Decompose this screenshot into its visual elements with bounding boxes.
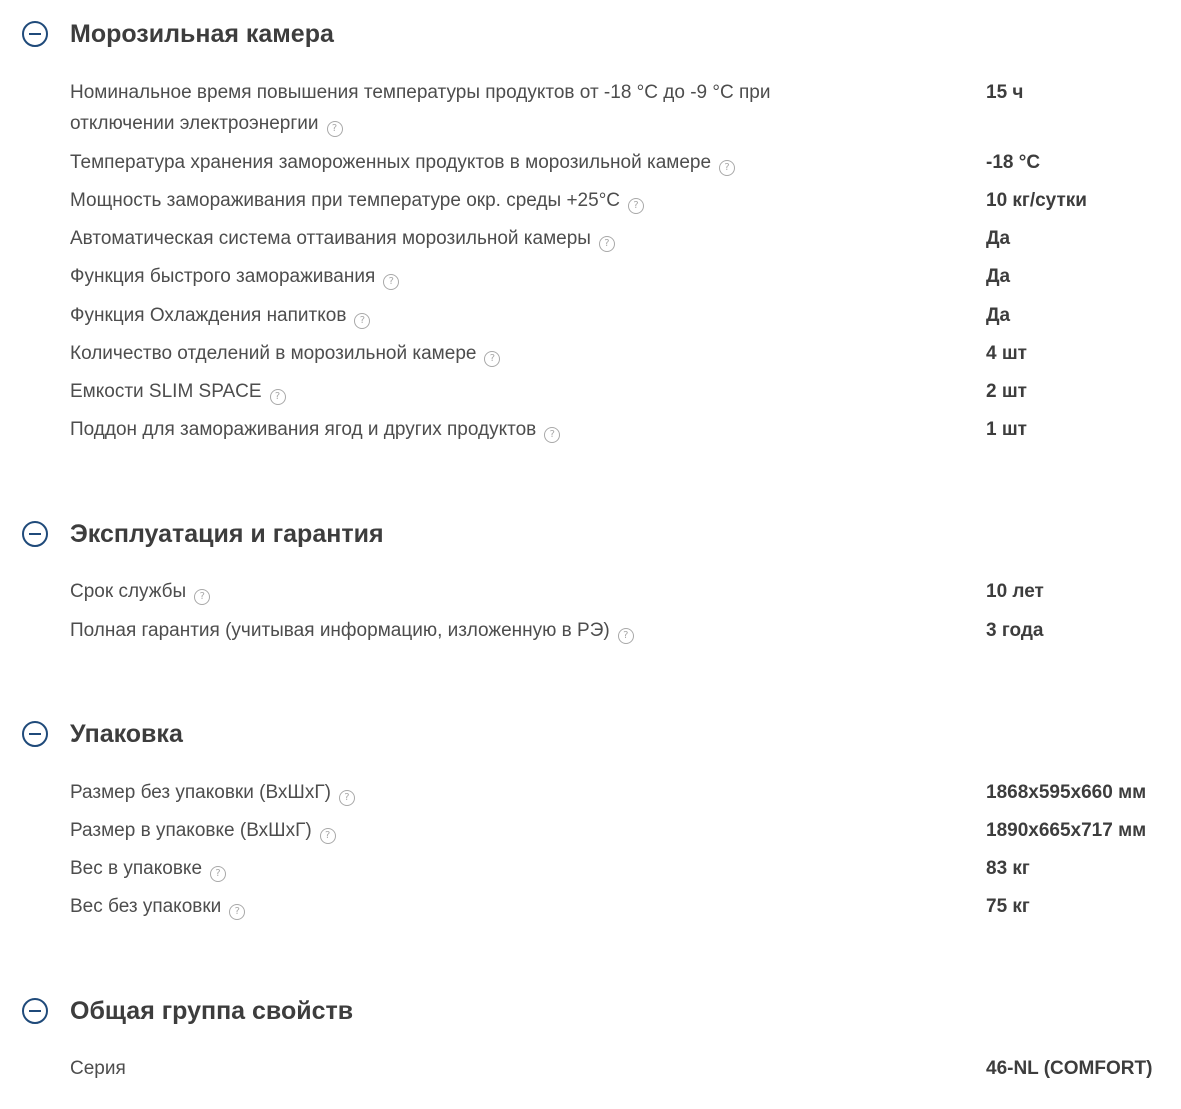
spec-value: 2 шт	[986, 381, 1027, 402]
spec-label	[70, 815, 950, 846]
spec-label	[70, 147, 950, 178]
spec-value: 10 лет	[986, 581, 1044, 602]
question-circle-icon[interactable]: ?	[544, 427, 560, 443]
question-circle-icon[interactable]: ?	[320, 828, 336, 844]
section-header-freezer[interactable]	[0, 16, 1181, 56]
collapse-minus-icon[interactable]	[22, 721, 48, 747]
spec-label	[70, 891, 950, 922]
spec-value: Да	[986, 228, 1011, 249]
spec-label-text: Вес без упаковки	[70, 896, 222, 917]
spec-label	[70, 777, 950, 808]
spec-label	[70, 338, 950, 369]
spec-value: 46-NL (COMFORT)	[986, 1058, 1153, 1079]
spec-label-text: Вес в упаковке	[70, 858, 203, 879]
spec-label-text: Количество отделений в морозильной камере	[70, 343, 477, 364]
collapse-minus-icon[interactable]	[22, 21, 48, 47]
spec-label-text: Температура хранения замороженных продуктов в морозильной камере	[70, 152, 712, 173]
spec-label	[70, 853, 950, 884]
section-general	[0, 993, 1181, 1033]
question-circle-icon[interactable]: ?	[383, 274, 399, 290]
spec-label	[70, 1053, 950, 1084]
spec-value: 1890x665x717 мм	[986, 820, 1147, 841]
spec-value: 1868x595x660 мм	[986, 782, 1147, 803]
question-circle-icon[interactable]: ?	[229, 904, 245, 920]
spec-label	[70, 576, 950, 607]
section-title: Эксплуатация и гарантия	[70, 520, 384, 548]
section-freezer	[0, 16, 1181, 56]
spec-label-text: Серия	[70, 1058, 126, 1079]
question-circle-icon[interactable]: ?	[628, 198, 644, 214]
question-circle-icon[interactable]: ?	[599, 236, 615, 252]
question-circle-icon[interactable]: ?	[327, 121, 343, 137]
collapse-minus-icon[interactable]	[22, 521, 48, 547]
spec-label	[70, 300, 950, 331]
spec-label-text: Автоматическая система оттаивания морозильной камеры	[70, 228, 591, 249]
question-circle-icon[interactable]: ?	[719, 160, 735, 176]
spec-value: Да	[986, 266, 1011, 287]
spec-label	[70, 261, 950, 292]
spec-value: 1 шт	[986, 419, 1027, 440]
question-circle-icon[interactable]: ?	[194, 589, 210, 605]
spec-label-text: Полная гарантия (учитывая информацию, изложенную в РЭ)	[70, 620, 610, 641]
section-header-packaging[interactable]	[0, 716, 1181, 756]
section-title: Морозильная камера	[70, 20, 334, 48]
spec-value: 15 ч	[986, 82, 1024, 103]
spec-label	[70, 77, 950, 139]
question-circle-icon[interactable]: ?	[618, 628, 634, 644]
spec-label	[70, 376, 950, 407]
spec-label-text: Функция быстрого замораживания	[70, 266, 376, 287]
spec-label-line2: отключении электроэнергии	[70, 113, 319, 134]
spec-label-line1: Номинальное время повышения температуры продуктов от -18 °С до -9 °С при	[70, 82, 771, 103]
spec-label-text: Срок службы	[70, 581, 187, 602]
question-circle-icon[interactable]: ?	[339, 790, 355, 806]
question-circle-icon[interactable]: ?	[210, 866, 226, 882]
spec-value: 10 кг/сутки	[986, 190, 1087, 211]
spec-value: -18 °С	[986, 152, 1041, 173]
question-circle-icon[interactable]: ?	[484, 351, 500, 367]
spec-label-text: Размер без упаковки (ВхШхГ)	[70, 782, 331, 803]
question-circle-icon[interactable]: ?	[354, 313, 370, 329]
spec-label-text: Функция Охлаждения напитков	[70, 305, 347, 326]
spec-label-text: Емкости SLIM SPACE	[70, 381, 262, 402]
collapse-minus-icon[interactable]	[22, 998, 48, 1024]
spec-value: 4 шт	[986, 343, 1027, 364]
spec-value: 3 года	[986, 620, 1044, 641]
spec-label-text: Размер в упаковке (ВхШхГ)	[70, 820, 312, 841]
section-packaging	[0, 716, 1181, 756]
section-warranty	[0, 516, 1181, 556]
section-title: Общая группа свойств	[70, 997, 354, 1025]
spec-label	[70, 414, 950, 445]
section-header-warranty[interactable]	[0, 516, 1181, 556]
spec-label	[70, 185, 950, 216]
spec-value: Да	[986, 305, 1011, 326]
spec-value: 75 кг	[986, 896, 1030, 917]
section-title: Упаковка	[70, 720, 183, 748]
spec-label	[70, 615, 950, 646]
spec-label-text: Мощность замораживания при температуре окр. среды +25°С	[70, 190, 621, 211]
question-circle-icon[interactable]: ?	[270, 389, 286, 405]
section-header-general[interactable]	[0, 993, 1181, 1033]
spec-label-text: Поддон для замораживания ягод и других продуктов	[70, 419, 537, 440]
spec-label	[70, 223, 950, 254]
spec-value: 83 кг	[986, 858, 1030, 879]
